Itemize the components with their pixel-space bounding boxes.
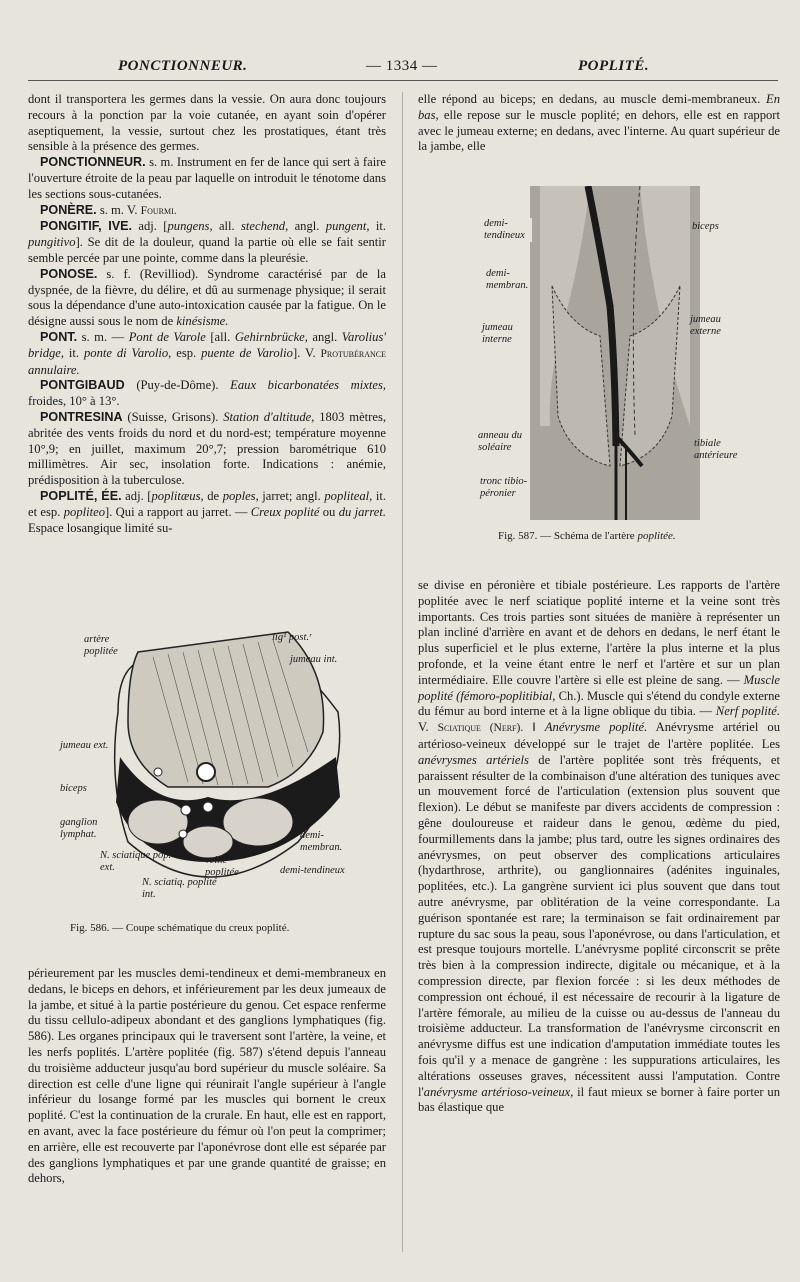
label-demi-tendineux: demi-tendineux xyxy=(280,865,345,876)
entry-ponere: PONÈRE. s. m. V. Fourmi. xyxy=(40,202,177,217)
headword: PONOSE. xyxy=(40,266,98,281)
paragraph-continuation: elle répond au biceps; en dedans, au muscle demi-membraneux. En bas, elle repose sur le muscle poplité; en dehors, elle est en rapport avec le jumeau externe; en dedans, avec l'interne. Au quart supérieur de la jambe, elle xyxy=(418,92,780,154)
label-lig-post: lig¹ post.ʳ xyxy=(272,632,312,643)
header-rule xyxy=(28,80,778,81)
headword: POPLITÉ, ÉE. xyxy=(40,488,122,503)
label-n-sciatiq-int: N. sciatiq. poplité int. xyxy=(142,877,217,900)
paragraph-continuation: dont il transportera les germes dans la vessie. On aura donc toujours recours à la ponction par la voie cutanée, en ayant soin d'opérer aseptiquement, la vessie, surtout chez les prostatiques, étant très sensible à la présence des germes. xyxy=(28,92,386,154)
headword: PONCTIONNEUR. xyxy=(40,155,146,170)
entry-pongitif: PONGITIF, IVE. adj. [pungens, all. stechend, angl. pungent, it. pungitivo]. Se dit de la douleur, quand la partie où elle se fait sentir semble percée par une pointe, comme dans la pleurésie. xyxy=(28,219,386,265)
label-tronc: tronc tibio-péronier xyxy=(480,476,528,499)
label-jumeau-interne: jumeau interne xyxy=(482,322,513,345)
right-column-bottom xyxy=(418,578,780,1116)
entry-pontresina: PONTRESINA (Suisse, Grisons). Station d'altitude, 1803 mètres, abritée des vents froids du nord et du nord-est; température moyenne 10°,9; en juillet, maximum 20°,7; pression barométrique 610 millimètres. Air sec, insolation forte. Indications : anémie, prédisposition à la tuberculose. xyxy=(28,409,386,488)
label-demi-tendineux-587: demi- tendineux xyxy=(484,218,532,242)
headword: PONÈRE. xyxy=(40,202,97,217)
figure-587-popliteal-artery xyxy=(530,186,700,520)
headword: PONTGIBAUD xyxy=(40,378,125,393)
figure-586-caption: Fig. 586. — Coupe schématique du creux poplité. xyxy=(70,922,290,934)
label-artere-poplitee: artère poplitée xyxy=(84,634,118,657)
headword: PONGITIF, IVE. xyxy=(40,219,133,234)
cross-reference: Fourmi. xyxy=(140,204,177,217)
label-jumeau-externe: jumeau externe xyxy=(690,314,721,337)
label-jumeau-ext: jumeau ext. xyxy=(60,740,109,751)
entry-poplite: POPLITÉ, ÉE. adj. [poplitæus, de poples, jarret; angl. popliteal, it. et esp. popliteo]. Qui a rapport au jarret. — Creux poplité ou du jarret. Espace losangique limité su- xyxy=(28,488,387,535)
label-ganglion: ganglion lymphat. xyxy=(60,817,98,840)
entry-ponose: PONOSE. s. f. (Revilliod). Syndrome caractérisé par de la dyspnée, de la fièvre, du délire, et dû au surmenage physique; il serait sous la dépendance d'une auto-intoxication causée par la fatigue. On le désigne aussi sous le nom de kinésisme. xyxy=(28,266,386,329)
page-number: — 1334 — xyxy=(366,58,438,74)
label-jumeau-int: jumeau int. xyxy=(290,654,338,665)
label-biceps-587: biceps xyxy=(692,221,719,232)
label-tibiale-anterieure: tibiale antérieure xyxy=(694,438,738,461)
label-veine: veine poplitée xyxy=(205,855,239,878)
running-header-right: POPLITÉ. xyxy=(578,58,650,74)
left-column-top xyxy=(28,92,386,536)
label-demi-membran: demi- membran. xyxy=(300,830,343,853)
entry-pontgibaud: PONTGIBAUD (Puy-de-Dôme). Eaux bicarbonatées mixtes, froides, 10° à 13°. xyxy=(28,378,386,409)
label-anneau-soleaire: anneau du soléaire xyxy=(478,430,523,453)
paragraph-continuation: se divise en péronière et tibiale postérieure. Les rapports de l'artère poplitée avec le nerf sciatique poplité interne et la veine sont très importants. Ces trois parties sont situées de manière à représenter un plan incliné d'arrière en avant et de dehors en dedans, le nerf étant le plus superficiel et le plus externe, l'artère la plus interne et la plus profonde, et la veine étant entre le nerf et l'artère et sur un plan intermédiaire. Elle couvre l'artère si elle est pleine de sang. — Muscle poplité (fémoro-poplitibial, Ch.). Muscle qui s'étend du condyle externe du fémur au bord interne et à la ligne oblique du tibia. — Nerf poplité. V. Sciatique (Nerf). ‖ Anévrysme poplité. Anévrysme artériel ou artérioso-veineux développé sur le trajet de l'artère poplitée. Les anévrysmes artériels de l'artère poplitée sont très fréquents, et paraissent résulter de la combinaison d'une altération des tuniques avec un mouvement forcé de l'articulation (extension plus souvent que flexion). Le début se manifeste par divers accidents de compression : gêne douloureuse et raideur dans le genou, œdème du pied, fourmillements dans la jambe; plus tard, outre les signes ordinaires des anévrysmes, on peut observer des complications articulaires (hydarthrose, arthrite), ou ganglionnaires (adénites inguinales, poplitées, etc.). La gangrène survient ici plus souvent que dans tout autre anévrysme, par oblitération de la veine correspondante. La guérison spontanée est rare; la terminaison se fait ordinairement par rupture du sac sous la peau, sous l'aponévrose, ou dans l'articulation, et est presque toujours mortelle. L'anévrysme poplité circonscrit se prête très bien à la compression indirecte, digitale ou mécanique, et à la compression directe, par flexion forcée : si les deux méthodes de compression ont échoué, il est nécessaire de recourir à la ligature de l'artère fémorale, au milieu de la cuisse ou au-dessus de l'anneau du troisième adducteur. La transformation de l'anévrysme circonscrit en anévrysme diffus est une indication d'amputation immédiate toutes les fois qu'il y a menace de gangrène : les suppurations articulaires, les altérations osseuses graves, nécessitent aussi l'amputation. Contre l'anévrysme artérioso-veineux, il faut mieux se borner à faire porter un bas élastique que xyxy=(418,578,780,1115)
headword: PONTRESINA xyxy=(40,409,123,424)
paragraph-continuation: périeurement par les muscles demi-tendineux et demi-membraneux en dedans, le biceps en dehors, et inférieurement par les deux jumeaux de la jambe, et situé à la partie postérieure du genou. Cet espace renferme du tissu cellulo-adipeux abondant et des ganglions lymphatiques (fig. 586). Les organes principaux qui le traversent sont l'artère, la veine, et les nerfs poplités. L'artère poplitée (fig. 587) s'étend depuis l'anneau du troisième adducteur jusqu'au bord supérieur du muscle soléaire. Sa direction est celle d'une ligne qui réunirait l'angle supérieur à l'angle inférieur du losange formé par les muscles qui bornent le creux poplité. C'est la continuation de la crurale. En haut, elle est en rapport, en avant, avec la face postérieure du fémur où l'on peut la comprimer; en arrière, elle est recouverte par l'aponévrose dont elle est séparée par des ganglions lymphatiques et par une grande quantité de graisse; en dehors, xyxy=(28,966,386,1186)
label-biceps: biceps xyxy=(60,783,87,794)
entry-ponctionneur: PONCTIONNEUR. s. m. Instrument en fer de lance qui sert à faire l'ouverture étroite de la peau par laquelle on introduit le ténotome dans les sections sous-cutanées. xyxy=(28,155,386,201)
figure-587-caption: Fig. 587. — Schéma de l'artère poplitée. xyxy=(498,530,676,542)
label-demi-membran-587: demi- membran. xyxy=(486,268,529,291)
running-header-left: PONCTIONNEUR. xyxy=(118,58,248,74)
left-column-bottom xyxy=(28,966,386,1187)
label-n-sciatique-ext: N. sciatique pop. ext. xyxy=(100,850,172,873)
headword: PONT. xyxy=(40,329,78,344)
column-divider xyxy=(402,92,403,1252)
right-column-top xyxy=(418,92,780,155)
entry-pont: PONT. s. m. — Pont de Varole [all. Gehirnbrücke, angl. Varolius' bridge, it. ponte di Varolio, esp. puente de Varolio]. V. Protubérance annulaire. xyxy=(28,329,387,377)
